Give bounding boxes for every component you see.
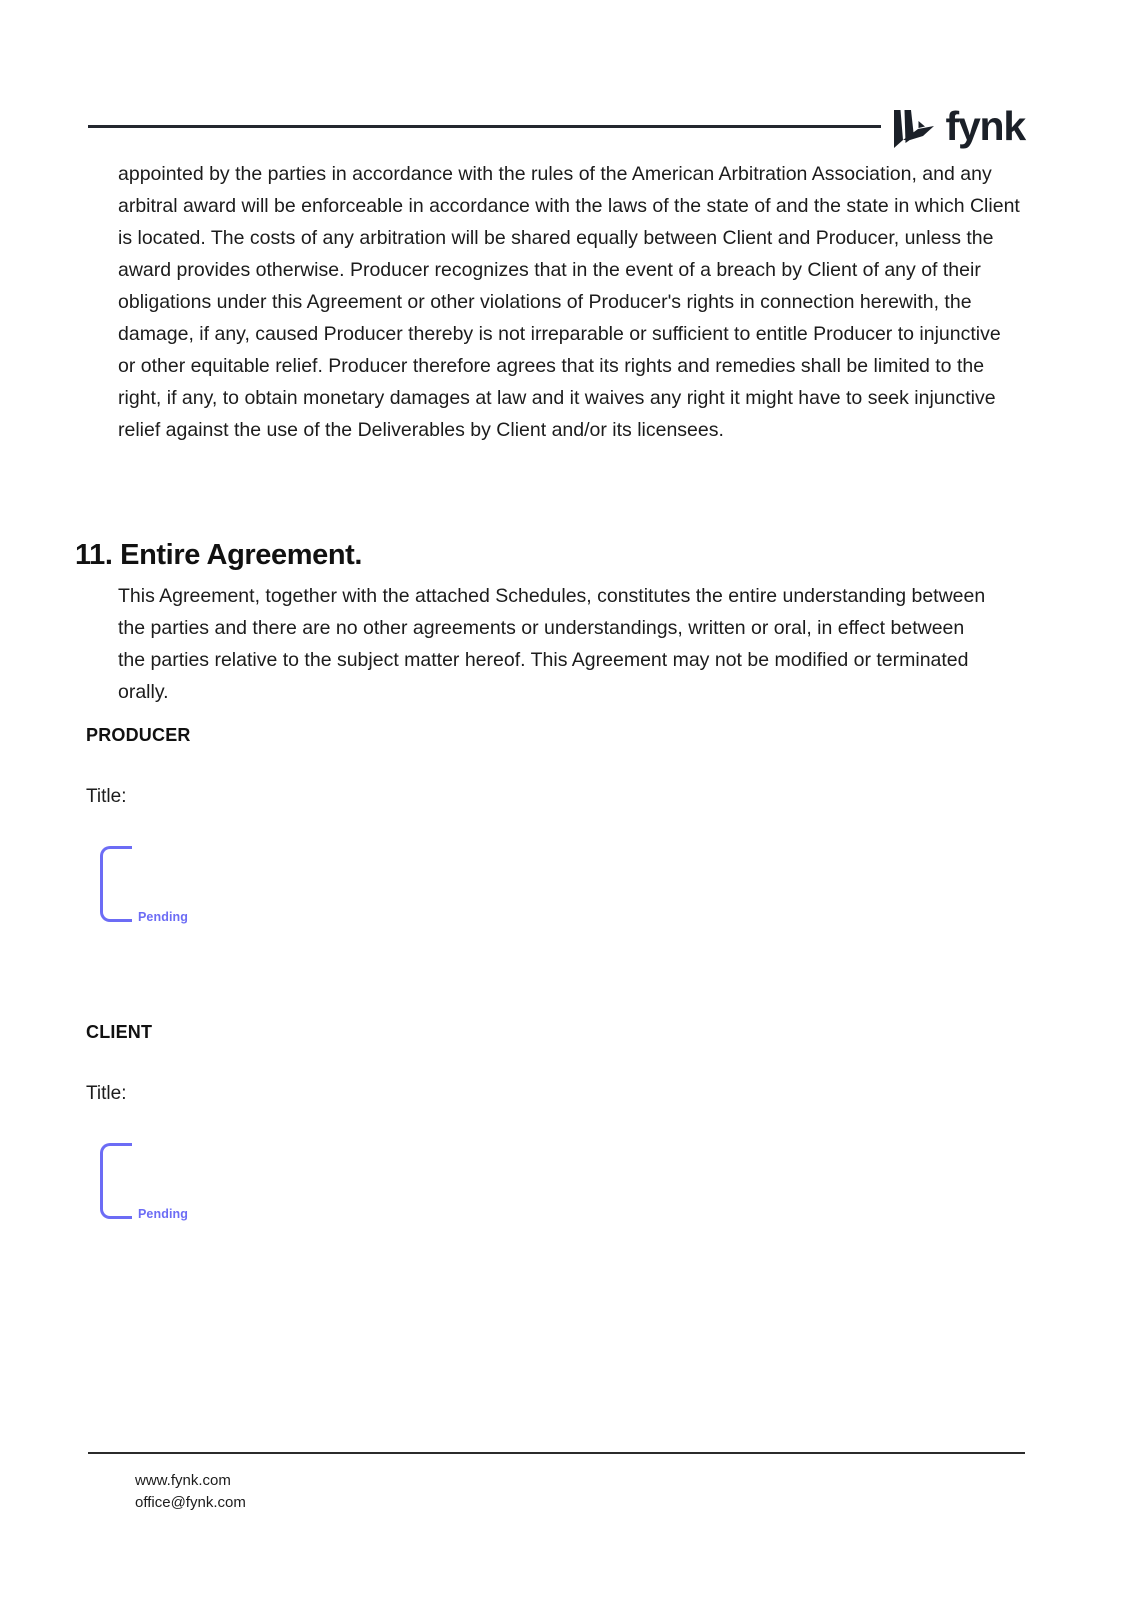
title-label-client: Title: [86, 1083, 127, 1104]
party-label-producer: PRODUCER [86, 725, 191, 745]
entire-agreement-paragraph-block [118, 580, 993, 708]
page-header [88, 100, 1025, 156]
fynk-origami-bird-logo-icon [890, 107, 936, 149]
signature-block-producer [86, 725, 586, 956]
signature-block-client [86, 1022, 586, 1253]
header-divider [88, 125, 881, 128]
footer-contact-info [88, 1454, 1025, 1514]
signature-status-producer: Pending [138, 910, 189, 924]
footer-email[interactable]: office@fynk.com [135, 1494, 246, 1511]
signature-status-client: Pending [138, 1207, 189, 1221]
signature-field-client[interactable] [86, 1143, 586, 1253]
section-heading-entire-agreement: 11. Entire Agreement. [75, 539, 363, 572]
intro-paragraph-text: appointed by the parties in accordance with the rules of the American Arbitration Association, and any arbitral award will be enforceable in accordance with the laws of the state of and the state in which Client is located. The costs of any arbitration will be shared equally between Client and Producer, unless the award provides otherwise. Producer recognizes that in the event of a breach by Client of any of their obligations under this Agreement or other violations of Producer's rights in connection herewith, the damage, if any, caused Producer thereby is not irreparable or sufficient to entitle Producer to injunctive or other equitable relief. Producer therefore agrees that its rights and remedies shall be limited to the right, if any, to obtain monetary damages at law and it waives any right it might have to seek injunctive relief against the use of the Deliverables by Client and/or its licensees. [118, 163, 1020, 441]
party-label-client: CLIENT [86, 1022, 153, 1042]
signature-bracket-icon [100, 1143, 132, 1219]
footer-website[interactable]: www.fynk.com [135, 1472, 231, 1489]
intro-paragraph-block [118, 158, 1023, 446]
brand-logo [890, 100, 1025, 156]
title-label-producer: Title: [86, 786, 127, 807]
brand-name: fynk [945, 103, 1025, 149]
page-footer [88, 1452, 1025, 1514]
signature-bracket-icon [100, 846, 132, 922]
entire-agreement-paragraph-text: This Agreement, together with the attached Schedules, constitutes the entire understanding between the parties and there are no other agreements or understandings, written or oral, in effect between the parties relative to the subject matter hereof. This Agreement may not be modified or terminated orally. [118, 585, 986, 703]
signature-field-producer[interactable] [86, 846, 586, 956]
